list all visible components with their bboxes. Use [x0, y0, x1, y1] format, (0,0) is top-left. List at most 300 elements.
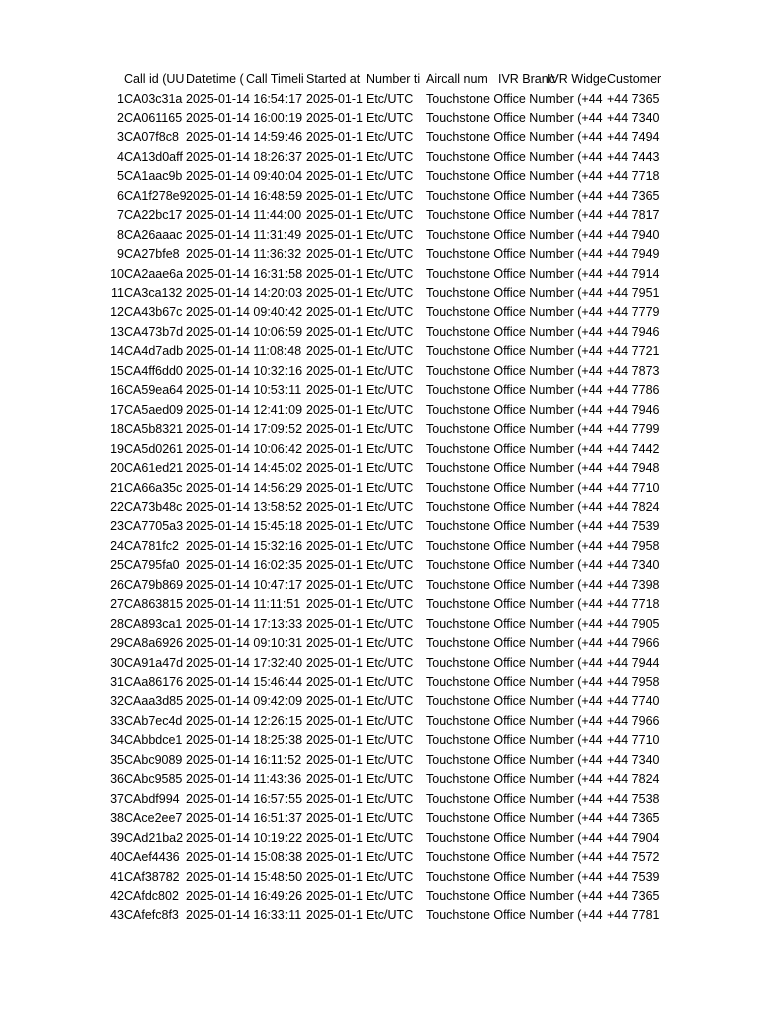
- started-at-cell: 2025-01-1: [306, 811, 363, 826]
- datetime-cell: 2025-01-14 15:46:44: [186, 675, 303, 689]
- customer-cell: +44 7340: [607, 558, 660, 573]
- timezone-cell: Etc/UTC: [366, 188, 414, 203]
- row-index: 43: [110, 908, 124, 923]
- aircall-number-cell: Touchstone Office Number (+44: [426, 694, 603, 709]
- started-at-cell: 2025-01-1: [306, 772, 363, 787]
- row-index: 34: [110, 733, 124, 748]
- table-row: [0, 187, 768, 206]
- started-at-cell: 2025-01-1: [306, 597, 363, 612]
- customer-cell: +44 7951: [607, 286, 660, 300]
- started-at-cell: 2025-01-1: [306, 188, 363, 203]
- customer-cell: +44 7824: [607, 499, 660, 514]
- row-index: 39: [110, 830, 124, 845]
- datetime-cell: 2025-01-14 17:13:33: [186, 616, 303, 631]
- datetime-cell: 2025-01-14 11:44:00: [186, 208, 302, 223]
- timezone-cell: Etc/UTC: [366, 344, 414, 359]
- started-at-cell: 2025-01-1: [306, 422, 363, 437]
- started-at-cell: 2025-01-1: [306, 286, 363, 300]
- datetime-cell: 2025-01-14 16:11:52: [186, 752, 302, 767]
- aircall-number-cell: Touchstone Office Number (+44: [426, 675, 603, 689]
- timezone-cell: Etc/UTC: [366, 675, 414, 689]
- row-index: 1: [117, 91, 124, 106]
- call-id-cell: CA2aae6a: [124, 266, 184, 281]
- timezone-cell: Etc/UTC: [366, 655, 414, 670]
- table-row: [0, 634, 768, 653]
- started-at-cell: 2025-01-1: [306, 655, 363, 670]
- customer-cell: +44 7914: [607, 266, 660, 281]
- timezone-cell: Etc/UTC: [366, 830, 414, 845]
- customer-cell: +44 7442: [607, 441, 660, 456]
- table-row: [0, 654, 768, 673]
- customer-cell: +44 7958: [607, 538, 660, 553]
- started-at-cell: 2025-01-1: [306, 558, 363, 573]
- aircall-number-cell: Touchstone Office Number (+44: [426, 733, 603, 748]
- row-index: 8: [117, 227, 124, 242]
- started-at-cell: 2025-01-1: [306, 869, 363, 884]
- customer-cell: +44 7946: [607, 402, 660, 417]
- datetime-cell: 2025-01-14 16:00:19: [186, 110, 303, 125]
- aircall-number-cell: Touchstone Office Number (+44: [426, 363, 603, 378]
- call-id-cell: CA7705a3: [124, 519, 184, 534]
- table-row: [0, 265, 768, 284]
- aircall-number-cell: Touchstone Office Number (+44: [426, 713, 603, 728]
- datetime-cell: 2025-01-14 09:10:31: [186, 636, 303, 651]
- table-row: [0, 323, 768, 342]
- header-started-at: Started at: [306, 72, 361, 86]
- started-at-cell: 2025-01-1: [306, 499, 363, 514]
- aircall-number-cell: Touchstone Office Number (+44: [426, 772, 603, 787]
- started-at-cell: 2025-01-1: [306, 636, 363, 651]
- datetime-cell: 2025-01-14 14:59:46: [186, 130, 303, 145]
- table-row: [0, 440, 768, 459]
- header-call-timeline: Call Timeli: [246, 72, 304, 86]
- started-at-cell: 2025-01-1: [306, 441, 363, 456]
- row-index: 40: [110, 850, 124, 865]
- row-index: 15: [110, 363, 124, 378]
- timezone-cell: Etc/UTC: [366, 402, 414, 417]
- timezone-cell: Etc/UTC: [366, 597, 414, 612]
- table-row: [0, 809, 768, 828]
- call-id-cell: CA07f8c8: [124, 130, 179, 145]
- table-row: [0, 537, 768, 556]
- header-index: [100, 70, 124, 89]
- datetime-cell: 2025-01-14 11:36:32: [186, 247, 302, 262]
- customer-cell: +44 7365: [607, 91, 660, 106]
- aircall-number-cell: Touchstone Office Number (+44: [426, 558, 603, 573]
- table-row: [0, 498, 768, 517]
- customer-cell: +44 7538: [607, 791, 660, 806]
- call-id-cell: CA781fc2: [124, 538, 179, 553]
- customer-cell: +44 7365: [607, 811, 660, 826]
- aircall-number-cell: Touchstone Office Number (+44: [426, 752, 603, 767]
- timezone-cell: Etc/UTC: [366, 324, 414, 339]
- call-id-cell: CA4ff6dd0: [124, 363, 183, 378]
- datetime-cell: 2025-01-14 18:26:37: [186, 149, 303, 164]
- table-row: [0, 148, 768, 167]
- started-at-cell: 2025-01-1: [306, 694, 363, 709]
- row-index: 4: [117, 149, 124, 164]
- started-at-cell: 2025-01-1: [306, 675, 363, 689]
- timezone-cell: Etc/UTC: [366, 149, 414, 164]
- aircall-number-cell: Touchstone Office Number (+44: [426, 208, 603, 223]
- timezone-cell: Etc/UTC: [366, 247, 414, 262]
- started-at-cell: 2025-01-1: [306, 266, 363, 281]
- started-at-cell: 2025-01-1: [306, 247, 363, 262]
- datetime-cell: 2025-01-14 18:25:38: [186, 733, 303, 748]
- started-at-cell: 2025-01-1: [306, 888, 363, 903]
- customer-cell: +44 7946: [607, 324, 660, 339]
- row-index: 23: [110, 519, 124, 534]
- customer-cell: +44 7904: [607, 830, 660, 845]
- call-id-cell: CAf38782: [124, 869, 180, 884]
- aircall-number-cell: Touchstone Office Number (+44: [426, 110, 603, 125]
- customer-cell: +44 7718: [607, 169, 660, 184]
- timezone-cell: Etc/UTC: [366, 227, 414, 242]
- datetime-cell: 2025-01-14 16:02:35: [186, 558, 303, 573]
- datetime-cell: 2025-01-14 14:45:02: [186, 461, 303, 476]
- customer-cell: +44 7948: [607, 461, 660, 476]
- row-index: 13: [110, 324, 124, 339]
- row-index: 21: [110, 480, 124, 495]
- customer-cell: +44 7824: [607, 772, 660, 787]
- datetime-cell: 2025-01-14 16:57:55: [186, 791, 303, 806]
- customer-cell: +44 7539: [607, 869, 660, 884]
- started-at-cell: 2025-01-1: [306, 383, 363, 398]
- call-id-cell: CA03c31a: [124, 91, 183, 106]
- customer-cell: +44 7398: [607, 577, 660, 592]
- call-id-cell: CA5b8321: [124, 422, 184, 437]
- call-id-cell: CAfefc8f3: [124, 908, 179, 923]
- aircall-number-cell: Touchstone Office Number (+44: [426, 538, 603, 553]
- table-row: [0, 401, 768, 420]
- started-at-cell: 2025-01-1: [306, 713, 363, 728]
- aircall-number-cell: Touchstone Office Number (+44: [426, 577, 603, 592]
- header-call-id: Call id (UU: [124, 72, 185, 86]
- timezone-cell: Etc/UTC: [366, 266, 414, 281]
- customer-cell: +44 7539: [607, 519, 660, 534]
- started-at-cell: 2025-01-1: [306, 538, 363, 553]
- timezone-cell: Etc/UTC: [366, 499, 414, 514]
- datetime-cell: 2025-01-14 13:58:52: [186, 499, 303, 514]
- datetime-cell: 2025-01-14 10:19:22: [186, 830, 303, 845]
- started-at-cell: 2025-01-1: [306, 227, 363, 242]
- started-at-cell: 2025-01-1: [306, 752, 363, 767]
- customer-cell: +44 7944: [607, 655, 660, 670]
- datetime-cell: 2025-01-14 16:33:11: [186, 908, 302, 923]
- table-row: [0, 790, 768, 809]
- row-index: 37: [110, 791, 124, 806]
- call-id-cell: CA8a6926: [124, 636, 184, 651]
- aircall-number-cell: Touchstone Office Number (+44: [426, 461, 603, 476]
- aircall-number-cell: Touchstone Office Number (+44: [426, 383, 603, 398]
- datetime-cell: 2025-01-14 11:43:36: [186, 772, 302, 787]
- aircall-number-cell: Touchstone Office Number (+44: [426, 402, 603, 417]
- table-row: [0, 517, 768, 536]
- row-index: 36: [110, 772, 124, 787]
- row-index: 25: [110, 558, 124, 573]
- row-index: 26: [110, 577, 124, 592]
- row-index: 29: [110, 636, 124, 651]
- table-row: [0, 770, 768, 789]
- aircall-number-cell: Touchstone Office Number (+44: [426, 616, 603, 631]
- aircall-number-cell: Touchstone Office Number (+44: [426, 149, 603, 164]
- table-row: [0, 829, 768, 848]
- aircall-number-cell: Touchstone Office Number (+44: [426, 830, 603, 845]
- datetime-cell: 2025-01-14 14:20:03: [186, 286, 303, 300]
- datetime-cell: 2025-01-14 10:53:11: [186, 383, 302, 398]
- started-at-cell: 2025-01-1: [306, 791, 363, 806]
- row-index: 2: [117, 110, 124, 125]
- call-id-cell: CA27bfe8: [124, 247, 180, 262]
- datetime-cell: 2025-01-14 16:49:26: [186, 888, 303, 903]
- table-row: [0, 615, 768, 634]
- row-index: 32: [110, 694, 124, 709]
- call-id-cell: CAaa3d85: [124, 694, 184, 709]
- datetime-cell: 2025-01-14 11:11:51: [186, 597, 301, 612]
- table-row: [0, 206, 768, 225]
- started-at-cell: 2025-01-1: [306, 480, 363, 495]
- table-row: [0, 887, 768, 906]
- customer-cell: +44 7905: [607, 616, 660, 631]
- timezone-cell: Etc/UTC: [366, 811, 414, 826]
- timezone-cell: Etc/UTC: [366, 577, 414, 592]
- aircall-number-cell: Touchstone Office Number (+44: [426, 422, 603, 437]
- call-id-cell: CA43b67c: [124, 305, 183, 320]
- timezone-cell: Etc/UTC: [366, 461, 414, 476]
- table-row: [0, 712, 768, 731]
- table-row: [0, 906, 768, 925]
- started-at-cell: 2025-01-1: [306, 402, 363, 417]
- table-row: [0, 303, 768, 322]
- row-index: 30: [110, 655, 124, 670]
- aircall-number-cell: Touchstone Office Number (+44: [426, 305, 603, 320]
- call-id-cell: CA473b7d: [124, 324, 184, 339]
- aircall-number-cell: Touchstone Office Number (+44: [426, 266, 603, 281]
- timezone-cell: Etc/UTC: [366, 169, 414, 184]
- aircall-number-cell: Touchstone Office Number (+44: [426, 169, 603, 184]
- datetime-cell: 2025-01-14 10:06:59: [186, 324, 303, 339]
- datetime-cell: 2025-01-14 11:31:49: [186, 227, 302, 242]
- started-at-cell: 2025-01-1: [306, 908, 363, 923]
- table-row: [0, 459, 768, 478]
- timezone-cell: Etc/UTC: [366, 908, 414, 923]
- call-id-cell: CA795fa0: [124, 558, 180, 573]
- started-at-cell: 2025-01-1: [306, 110, 363, 125]
- aircall-number-cell: Touchstone Office Number (+44: [426, 130, 603, 145]
- started-at-cell: 2025-01-1: [306, 324, 363, 339]
- customer-cell: +44 7710: [607, 480, 660, 495]
- customer-cell: +44 7940: [607, 227, 660, 242]
- datetime-cell: 2025-01-14 16:51:37: [186, 811, 303, 826]
- row-index: 20: [110, 461, 124, 476]
- started-at-cell: 2025-01-1: [306, 208, 363, 223]
- row-index: 33: [110, 713, 124, 728]
- customer-cell: +44 7966: [607, 713, 660, 728]
- header-customer: Customer: [607, 72, 662, 86]
- started-at-cell: 2025-01-1: [306, 733, 363, 748]
- timezone-cell: Etc/UTC: [366, 91, 414, 106]
- aircall-number-cell: Touchstone Office Number (+44: [426, 480, 603, 495]
- datetime-cell: 2025-01-14 16:48:59: [186, 188, 303, 203]
- datetime-cell: 2025-01-14 10:06:42: [186, 441, 303, 456]
- datetime-cell: 2025-01-14 09:40:04: [186, 169, 303, 184]
- timezone-cell: Etc/UTC: [366, 869, 414, 884]
- call-id-cell: CAbc9089: [124, 752, 183, 767]
- datetime-cell: 2025-01-14 12:26:15: [186, 713, 303, 728]
- aircall-number-cell: Touchstone Office Number (+44: [426, 344, 603, 359]
- timezone-cell: Etc/UTC: [366, 110, 414, 125]
- customer-cell: +44 7786: [607, 383, 660, 398]
- timezone-cell: Etc/UTC: [366, 383, 414, 398]
- timezone-cell: Etc/UTC: [366, 208, 414, 223]
- call-id-cell: CAef4436: [124, 850, 180, 865]
- started-at-cell: 2025-01-1: [306, 363, 363, 378]
- customer-cell: +44 7966: [607, 636, 660, 651]
- table-row: [0, 595, 768, 614]
- row-index: 9: [117, 247, 124, 262]
- row-index: 7: [117, 208, 124, 223]
- row-index: 18: [110, 422, 124, 437]
- aircall-number-cell: Touchstone Office Number (+44: [426, 286, 603, 300]
- table-row: [0, 90, 768, 109]
- timezone-cell: Etc/UTC: [366, 636, 414, 651]
- table-row: [0, 731, 768, 750]
- aircall-number-cell: Touchstone Office Number (+44: [426, 247, 603, 262]
- customer-cell: +44 7799: [607, 422, 660, 437]
- datetime-cell: 2025-01-14 14:56:29: [186, 480, 303, 495]
- row-index: 6: [117, 188, 124, 203]
- customer-cell: +44 7365: [607, 888, 660, 903]
- row-index: 27: [110, 597, 124, 612]
- row-index: 12: [110, 305, 124, 320]
- row-index: 16: [110, 383, 124, 398]
- datetime-cell: 2025-01-14 15:48:50: [186, 869, 303, 884]
- customer-cell: +44 7817: [607, 208, 660, 223]
- customer-cell: +44 7340: [607, 110, 660, 125]
- aircall-number-cell: Touchstone Office Number (+44: [426, 888, 603, 903]
- datetime-cell: 2025-01-14 15:08:38: [186, 850, 303, 865]
- timezone-cell: Etc/UTC: [366, 694, 414, 709]
- started-at-cell: 2025-01-1: [306, 850, 363, 865]
- row-index: 14: [110, 344, 124, 359]
- timezone-cell: Etc/UTC: [366, 286, 414, 300]
- call-id-cell: CA66a35c: [124, 480, 183, 495]
- call-id-cell: CA5d0261: [124, 441, 184, 456]
- table-row: [0, 420, 768, 439]
- timezone-cell: Etc/UTC: [366, 850, 414, 865]
- row-index: 17: [110, 402, 124, 417]
- call-id-cell: CA863815: [124, 597, 184, 612]
- started-at-cell: 2025-01-1: [306, 577, 363, 592]
- timezone-cell: Etc/UTC: [366, 441, 414, 456]
- datetime-cell: 2025-01-14 16:31:58: [186, 266, 303, 281]
- datetime-cell: 2025-01-14 10:47:17: [186, 577, 303, 592]
- aircall-number-cell: Touchstone Office Number (+44: [426, 869, 603, 884]
- aircall-number-cell: Touchstone Office Number (+44: [426, 850, 603, 865]
- started-at-cell: 2025-01-1: [306, 616, 363, 631]
- customer-cell: +44 7443: [607, 149, 660, 164]
- row-index: 42: [110, 888, 124, 903]
- aircall-number-cell: Touchstone Office Number (+44: [426, 811, 603, 826]
- customer-cell: +44 7958: [607, 675, 660, 689]
- call-id-cell: CAb7ec4d: [124, 713, 183, 728]
- table-row: [0, 848, 768, 867]
- row-index: 41: [110, 869, 124, 884]
- aircall-number-cell: Touchstone Office Number (+44: [426, 597, 603, 612]
- timezone-cell: Etc/UTC: [366, 733, 414, 748]
- row-index: 11: [111, 286, 124, 300]
- header-row: [0, 70, 768, 89]
- call-id-cell: CA5aed09: [124, 402, 184, 417]
- timezone-cell: Etc/UTC: [366, 363, 414, 378]
- call-id-cell: CA79b869: [124, 577, 184, 592]
- datetime-cell: 2025-01-14 15:32:16: [186, 538, 303, 553]
- aircall-number-cell: Touchstone Office Number (+44: [426, 441, 603, 456]
- timezone-cell: Etc/UTC: [366, 480, 414, 495]
- timezone-cell: Etc/UTC: [366, 752, 414, 767]
- customer-cell: +44 7365: [607, 188, 660, 203]
- customer-cell: +44 7340: [607, 752, 660, 767]
- call-id-cell: CAfdc802: [124, 888, 179, 903]
- timezone-cell: Etc/UTC: [366, 772, 414, 787]
- row-index: 10: [110, 266, 124, 281]
- row-index: 3: [117, 130, 124, 145]
- timezone-cell: Etc/UTC: [366, 538, 414, 553]
- row-index: 22: [110, 499, 124, 514]
- call-id-cell: CA26aaac: [124, 227, 183, 242]
- table-row: [0, 109, 768, 128]
- aircall-number-cell: Touchstone Office Number (+44: [426, 188, 603, 203]
- customer-cell: +44 7494: [607, 130, 660, 145]
- datetime-cell: 2025-01-14 17:32:40: [186, 655, 303, 670]
- call-id-cell: CAd21ba2: [124, 830, 184, 845]
- call-id-cell: CAbbdce1: [124, 733, 183, 748]
- table-row: [0, 167, 768, 186]
- started-at-cell: 2025-01-1: [306, 149, 363, 164]
- table-row: [0, 868, 768, 887]
- call-id-cell: CA22bc17: [124, 208, 183, 223]
- datetime-cell: 2025-01-14 17:09:52: [186, 422, 303, 437]
- call-id-cell: CA59ea64: [124, 383, 184, 398]
- table-row: [0, 342, 768, 361]
- started-at-cell: 2025-01-1: [306, 91, 363, 106]
- timezone-cell: Etc/UTC: [366, 305, 414, 320]
- call-id-cell: CA13d0aff: [124, 149, 183, 164]
- started-at-cell: 2025-01-1: [306, 344, 363, 359]
- aircall-number-cell: Touchstone Office Number (+44: [426, 655, 603, 670]
- row-index: 5: [117, 169, 124, 184]
- header-ivr-widget: IVR Widge: [547, 72, 607, 86]
- table-row: [0, 245, 768, 264]
- call-id-cell: CA61ed21: [124, 461, 184, 476]
- row-index: 38: [110, 811, 124, 826]
- started-at-cell: 2025-01-1: [306, 130, 363, 145]
- datetime-cell: 2025-01-14 09:42:09: [186, 694, 303, 709]
- timezone-cell: Etc/UTC: [366, 558, 414, 573]
- customer-cell: +44 7873: [607, 363, 660, 378]
- call-id-cell: CA4d7adb: [124, 344, 184, 359]
- timezone-cell: Etc/UTC: [366, 616, 414, 631]
- call-id-cell: CA1f278e9: [124, 188, 187, 203]
- datetime-cell: 2025-01-14 15:45:18: [186, 519, 303, 534]
- header-aircall-number: Aircall num: [426, 72, 488, 86]
- aircall-number-cell: Touchstone Office Number (+44: [426, 908, 603, 923]
- timezone-cell: Etc/UTC: [366, 130, 414, 145]
- customer-cell: +44 7710: [607, 733, 660, 748]
- customer-cell: +44 7779: [607, 305, 660, 320]
- table-row: [0, 751, 768, 770]
- customer-cell: +44 7949: [607, 247, 660, 262]
